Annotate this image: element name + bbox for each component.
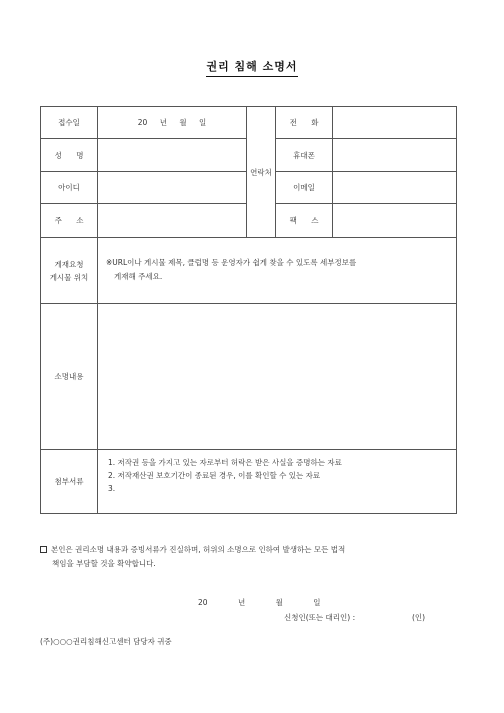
recipient-line: (주)○○○권리침해신고센터 담당자 귀중	[40, 637, 172, 646]
receipt-date-label: 접수일	[41, 107, 98, 139]
receipt-month-unit: 월	[179, 118, 187, 127]
document-title: 권리 침해 소명서	[0, 58, 504, 77]
address-label: 주 소	[41, 204, 98, 238]
contact-label: 연락처	[247, 107, 276, 238]
signature-year-unit: 년	[237, 598, 246, 607]
attachment-item: 3.	[108, 484, 116, 493]
attachments-label: 첨부서류	[41, 450, 98, 514]
receipt-year-unit: 년	[159, 118, 167, 127]
explanation-label: 소명내용	[41, 304, 98, 450]
signature-month-unit: 월	[275, 598, 283, 607]
post-location-notice-cont: 게재해 주세요.	[114, 272, 163, 281]
receipt-date-field[interactable]	[98, 107, 247, 139]
attachments-field[interactable]	[98, 450, 457, 514]
fax-field[interactable]	[333, 204, 457, 238]
address-field[interactable]	[98, 204, 247, 238]
seal-mark: (인)	[412, 613, 426, 622]
signature-year: 20	[198, 598, 208, 607]
post-location-notice: ※URL이나 게시물 제목, 클럽명 등 운영자가 쉽게 찾을 수 있도록 세부정보를	[106, 258, 357, 267]
mobile-label: 휴대폰	[276, 139, 333, 172]
post-location-field[interactable]	[98, 238, 457, 304]
phone-field[interactable]	[333, 107, 457, 139]
email-label: 이메일	[276, 172, 333, 204]
id-label: 아이디	[41, 172, 98, 204]
name-field[interactable]	[98, 139, 247, 172]
pledge-text-line1: 본인은 권리소명 내용과 증빙서류가 진실하며, 허위의 소명으로 인하여 발생하는 모든 법적	[51, 545, 346, 554]
mobile-field[interactable]	[333, 139, 457, 172]
id-field[interactable]	[98, 172, 247, 204]
name-label: 성 명	[41, 139, 98, 172]
pledge-statement	[40, 543, 470, 571]
signature-day-unit: 일	[313, 598, 321, 607]
post-location-label: 게재요청 게시물 위치	[41, 238, 98, 304]
receipt-year: 20	[137, 118, 148, 127]
attachment-item: 2. 저작재산권 보호기간이 종료된 경우, 이를 확인할 수 있는 자료	[108, 471, 321, 480]
receipt-day-unit: 일	[198, 118, 207, 127]
attachment-item: 1. 저작권 등을 가지고 있는 자로부터 허락은 받은 사실을 증명하는 자료	[108, 458, 342, 467]
email-field[interactable]	[333, 172, 457, 204]
applicant-label: 신청인(또는 대리인) :	[284, 613, 356, 622]
pledge-checkbox[interactable]	[40, 546, 47, 553]
claim-form-table	[40, 106, 457, 514]
signature-date	[198, 597, 320, 608]
applicant-signature	[284, 612, 464, 623]
phone-label: 전 화	[276, 107, 333, 139]
pledge-text-line2: 책임을 부담할 것을 확약합니다.	[52, 559, 156, 568]
fax-label: 팩 스	[276, 204, 333, 238]
explanation-field[interactable]	[98, 304, 457, 450]
